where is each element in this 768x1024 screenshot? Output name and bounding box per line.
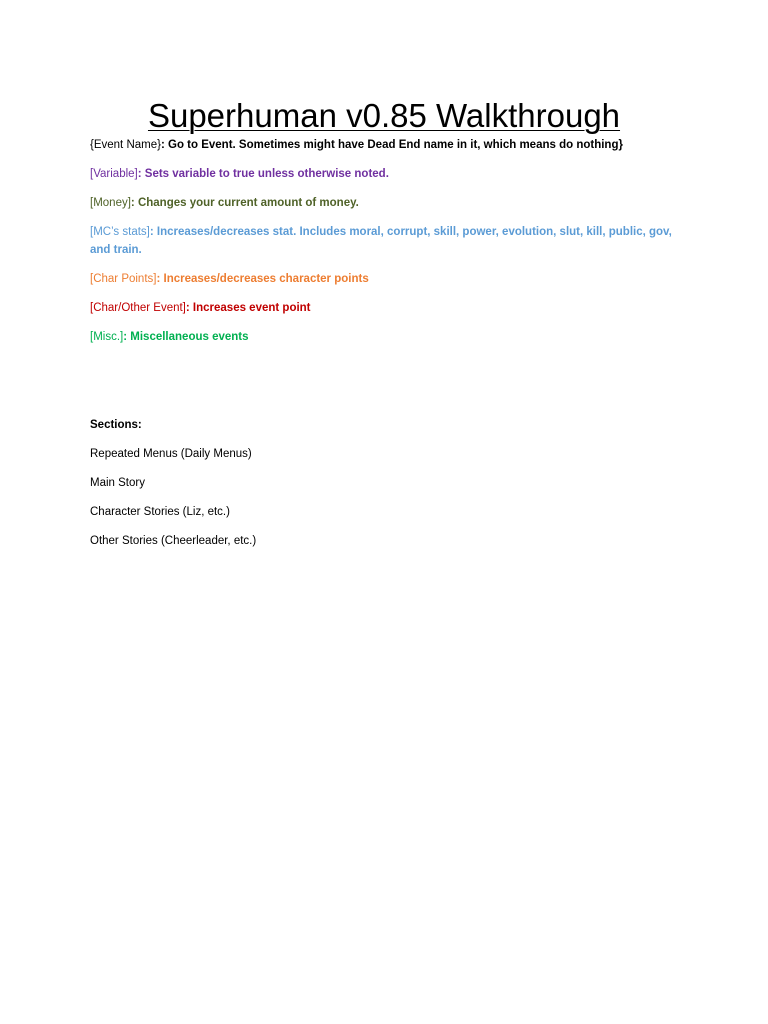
legend-description: Go to Event. Sometimes might have Dead End name in it, which means do nothing} — [164, 139, 623, 151]
legend-key: [Variable] — [90, 168, 138, 180]
legend-item-misc — [90, 328, 680, 346]
legend-item-event-name — [90, 136, 680, 154]
legend-description: Increases event point — [189, 302, 311, 314]
legend-separator: : — [149, 226, 154, 238]
page-title: Superhuman v0.85 Walkthrough — [147, 97, 621, 134]
legend-item-mc-stats — [90, 223, 680, 259]
section-item-other-stories: Other Stories (Cheerleader, etc.) — [90, 535, 257, 547]
legend-item-variable — [90, 165, 680, 183]
legend-description: Sets variable to true unless otherwise noted. — [141, 168, 389, 180]
sections-heading: Sections: — [90, 419, 142, 431]
legend-separator: : — [130, 197, 135, 209]
legend-key: {Event Name} — [90, 139, 161, 151]
sections-list — [90, 416, 680, 561]
color-legend — [90, 136, 680, 357]
legend-description: Miscellaneous events — [127, 331, 249, 343]
legend-key: [MC’s stats] — [90, 226, 150, 238]
legend-item-char-other-event — [90, 299, 680, 317]
section-item-main-story: Main Story — [90, 477, 145, 489]
legend-separator: : — [123, 331, 128, 343]
section-item-character-stories: Character Stories (Liz, etc.) — [90, 506, 230, 518]
legend-description: Increases/decreases stat. Includes moral, corrupt, skill, power, evolution, slut, kill, public, gov, and train. — [90, 226, 672, 256]
section-item-repeated-menus: Repeated Menus (Daily Menus) — [90, 448, 252, 460]
legend-separator: : — [160, 139, 165, 151]
legend-item-money — [90, 194, 680, 212]
legend-separator: : — [137, 168, 142, 180]
legend-description: Increases/decreases character points — [160, 273, 369, 285]
legend-key: [Money] — [90, 197, 131, 209]
legend-key: [Char/Other Event] — [90, 302, 186, 314]
legend-key: [Misc.] — [90, 331, 124, 343]
legend-item-char-points — [90, 270, 680, 288]
legend-separator: : — [185, 302, 190, 314]
legend-description: Changes your current amount of money. — [134, 197, 359, 209]
legend-key: [Char Points] — [90, 273, 157, 285]
legend-separator: : — [156, 273, 161, 285]
